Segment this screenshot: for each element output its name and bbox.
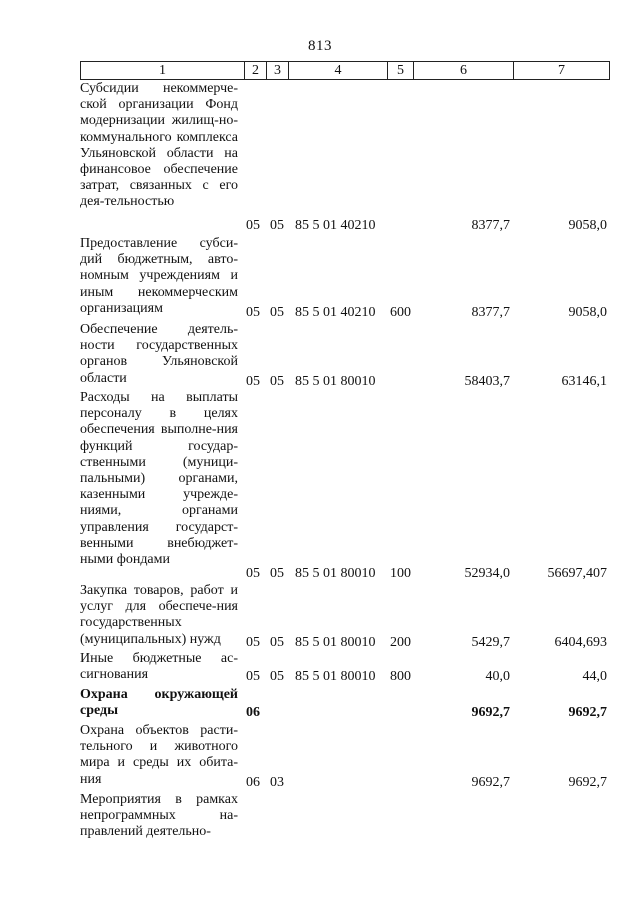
row-c4: 85 5 01 80010 (295, 669, 376, 684)
row-c2: 06 (246, 775, 260, 790)
row-name: Мероприятия в рамках непрограммных на-правлений деятельно- (80, 792, 238, 840)
row-c2: 05 (246, 374, 260, 389)
row-c2: 05 (246, 635, 260, 650)
row-c3: 05 (270, 669, 284, 684)
row-c4: 85 5 01 80010 (295, 374, 376, 389)
row-c6: 8377,7 (471, 218, 510, 233)
row-c2: 05 (246, 566, 260, 581)
page-number: 813 (308, 38, 332, 54)
row-c5: 600 (390, 305, 411, 320)
row-c6: 9692,7 (471, 705, 510, 720)
row-c7: 44,0 (582, 669, 607, 684)
row-c6: 5429,7 (471, 635, 510, 650)
row-name: Субсидии некоммерче-ской организации Фонд модернизации жилищ-но-коммунального комплекса Ульяновской области на финансовое обеспечение затрат, связанных с его дея-тельностью (80, 81, 238, 210)
row-c6: 8377,7 (471, 305, 510, 320)
row-c7: 56697,407 (547, 566, 607, 581)
row-c3: 05 (270, 635, 284, 650)
row-c7: 6404,693 (554, 635, 607, 650)
row-name: Охрана объектов расти-тельного и животного мира и среды их обита-ния (80, 723, 238, 787)
row-c7: 9692,7 (568, 775, 607, 790)
row-c4: 85 5 01 80010 (295, 566, 376, 581)
row-name: Охрана окружающей среды (80, 687, 238, 719)
row-c3: 05 (270, 374, 284, 389)
row-c7: 63146,1 (561, 374, 607, 389)
header-col-6: 6 (413, 61, 513, 80)
header-col-5: 5 (387, 61, 413, 80)
row-c2: 05 (246, 669, 260, 684)
row-name: Расходы на выплаты персоналу в целях обеспечения выполне-ния функций государ-ственными (муници-пальными) органами, казенными учрежде-ниями, органами управления государст-венными внебюджет-ными фондами (80, 390, 238, 568)
row-c5: 800 (390, 669, 411, 684)
row-c2: 05 (246, 305, 260, 320)
row-c6: 52934,0 (464, 566, 510, 581)
row-c3: 05 (270, 218, 284, 233)
row-c7: 9058,0 (568, 305, 607, 320)
row-c7: 9058,0 (568, 218, 607, 233)
header-col-4: 4 (288, 61, 387, 80)
row-c3: 05 (270, 566, 284, 581)
header-col-3: 3 (266, 61, 288, 80)
row-c6: 9692,7 (471, 775, 510, 790)
header-col-1: 1 (80, 61, 244, 80)
row-c2: 06 (246, 705, 260, 720)
row-c5: 200 (390, 635, 411, 650)
header-col-7: 7 (513, 61, 610, 80)
row-name: Предоставление субси-дий бюджетным, авто-номным учреждениям и иным некоммерческим организациям (80, 236, 238, 316)
row-c4: 85 5 01 40210 (295, 305, 376, 320)
row-name: Закупка товаров, работ и услуг для обеспече-ния государственных (муниципальных) нужд (80, 583, 238, 647)
row-c4: 85 5 01 80010 (295, 635, 376, 650)
row-name: Иные бюджетные ас-сигнования (80, 651, 238, 683)
row-c6: 40,0 (485, 669, 510, 684)
row-c3: 05 (270, 305, 284, 320)
row-name: Обеспечение деятель-ности государственных органов Ульяновской области (80, 322, 238, 386)
row-c5: 100 (390, 566, 411, 581)
row-c7: 9692,7 (568, 705, 607, 720)
row-c6: 58403,7 (464, 374, 510, 389)
row-c2: 05 (246, 218, 260, 233)
header-col-2: 2 (244, 61, 266, 80)
row-c3: 03 (270, 775, 284, 790)
row-c4: 85 5 01 40210 (295, 218, 376, 233)
